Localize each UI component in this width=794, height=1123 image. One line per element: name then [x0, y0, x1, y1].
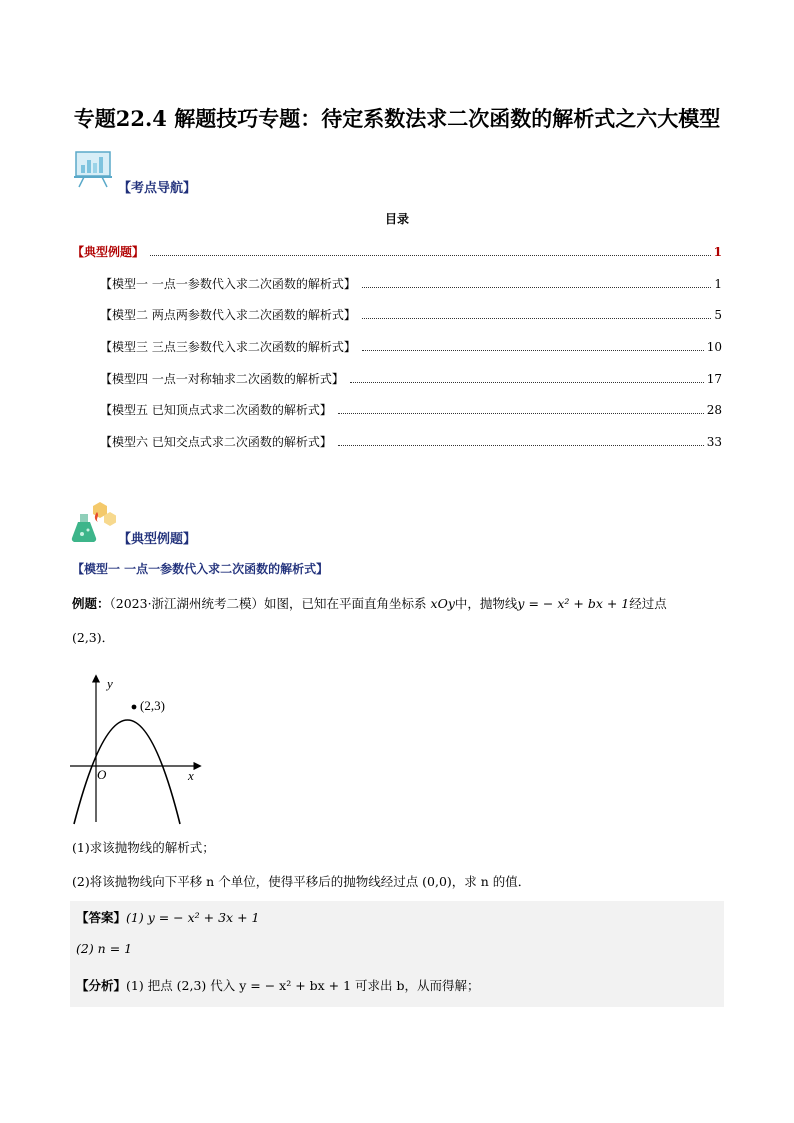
page-title: 专题22.4 解题技巧专题：待定系数法求二次函数的解析式之六大模型 [73, 106, 721, 131]
example-line-2: (2,3)． [72, 630, 115, 645]
toc-leader [362, 286, 712, 288]
toc-leader [362, 349, 704, 351]
answer-1: (1) y = − x² + 3x + 1 [126, 910, 260, 925]
toc-entry-page: 33 [706, 435, 722, 449]
toc-entry-model-6[interactable] [100, 433, 722, 450]
toc-heading: 目录 [384, 212, 409, 226]
toc-entry-page: 28 [706, 403, 722, 417]
toc-entry-model-5[interactable] [100, 401, 722, 418]
point-label: (2,3) [140, 698, 165, 713]
x-axis-label: x [188, 768, 194, 783]
presentation-board-icon [72, 148, 116, 188]
point-marker [132, 705, 137, 710]
examples-section-label: 【典型例题】 [118, 532, 197, 547]
answer-line-2 [76, 941, 132, 956]
toc-leader [338, 444, 704, 446]
toc-entry-label: 【模型二 两点两参数代入求二次函数的解析式】 [100, 308, 356, 322]
parabola-figure [66, 672, 206, 827]
model-1-title: 【模型一 一点一参数代入求二次函数的解析式】 [72, 562, 329, 576]
flask-icon [70, 500, 118, 544]
origin-label: O [97, 767, 107, 782]
example-label: 例题： [72, 596, 110, 611]
analysis-text: (1) 把点 (2,3) 代入 y = − x² + bx + 1 可求出 b，从而得解； [126, 978, 480, 993]
toc-entry-model-1[interactable] [100, 275, 722, 292]
example-line-1 [72, 594, 667, 612]
toc-entry-label: 【模型五 已知顶点式求二次函数的解析式】 [100, 403, 332, 417]
toc-leader [350, 381, 704, 383]
toc-leader [362, 317, 712, 319]
example-tail: 经过点 [629, 596, 667, 611]
answer-2: (2) n = 1 [76, 941, 133, 956]
toc-entry-label: 【模型四 一点一对称轴求二次函数的解析式】 [100, 372, 344, 386]
toc-entry-model-4[interactable] [100, 370, 722, 387]
analysis-label: 【分析】 [76, 978, 127, 993]
example-mid: 中，抛物线 [454, 596, 518, 611]
question-1: (1)求该抛物线的解析式； [72, 840, 215, 855]
toc-entry-label: 【典型例题】 [72, 245, 145, 259]
toc-entry-typical-examples[interactable] [72, 243, 722, 260]
y-axis-label: y [107, 676, 113, 691]
toc-leader [150, 254, 711, 256]
toc-entry-page: 17 [706, 372, 722, 386]
analysis-line [76, 976, 480, 994]
answer-label: 【答案】 [76, 910, 127, 925]
coord-system: xOy [430, 596, 455, 611]
question-2: (2)将该抛物线向下平移 n 个单位，使得平移后的抛物线经过点 (0,0)，求 n 的值． [72, 874, 531, 889]
toc-entry-page: 1 [714, 277, 722, 291]
toc-leader [338, 412, 704, 414]
toc-entry-label: 【模型三 三点三参数代入求二次函数的解析式】 [100, 340, 356, 354]
toc-entry-label: 【模型六 已知交点式求二次函数的解析式】 [100, 435, 332, 449]
toc-entry-model-3[interactable] [100, 338, 722, 355]
toc-entry-page: 5 [714, 308, 722, 322]
answer-line-1 [76, 908, 259, 926]
parabola-equation: y = − x² + bx + 1 [517, 596, 630, 611]
toc-entry-label: 【模型一 一点一参数代入求二次函数的解析式】 [100, 277, 356, 291]
toc-entry-page: 10 [706, 340, 722, 354]
toc-entry-model-2[interactable] [100, 306, 722, 323]
toc-entry-page: 1 [713, 245, 722, 259]
nav-section-label: 【考点导航】 [118, 181, 197, 196]
example-source: （2023·浙江湖州统考二模）如图，已知在平面直角坐标系 [109, 596, 427, 611]
parabola-curve [74, 720, 180, 824]
